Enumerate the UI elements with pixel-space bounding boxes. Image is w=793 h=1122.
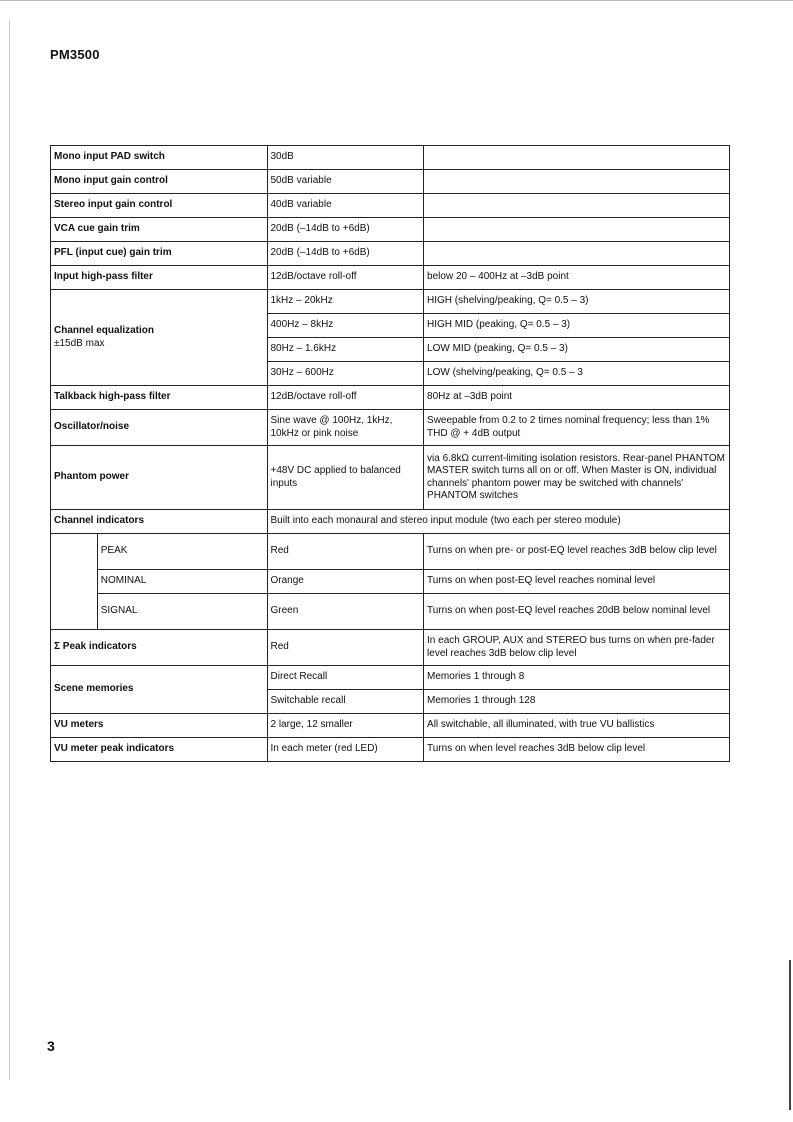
eq-band-desc: LOW (shelving/peaking, Q= 0.5 – 3 bbox=[424, 362, 730, 386]
indicator-desc: Turns on when pre- or post-EQ level reaches 3dB below clip level bbox=[424, 534, 730, 570]
table-row bbox=[51, 666, 730, 690]
indicator-label: SIGNAL bbox=[97, 594, 267, 630]
spec-value: 40dB variable bbox=[267, 194, 424, 218]
indicator-color: Red bbox=[267, 534, 424, 570]
spec-value: 12dB/octave roll-off bbox=[267, 386, 424, 410]
spec-value: Red bbox=[267, 630, 424, 666]
table-row bbox=[51, 510, 730, 534]
eq-band-range: 400Hz – 8kHz bbox=[267, 314, 424, 338]
table-row bbox=[51, 534, 730, 570]
eq-name-cell bbox=[51, 290, 268, 386]
specifications-table bbox=[50, 145, 730, 762]
scene-type: Direct Recall bbox=[267, 666, 424, 690]
table-row bbox=[51, 194, 730, 218]
eq-band-range: 30Hz – 600Hz bbox=[267, 362, 424, 386]
table-row bbox=[51, 446, 730, 510]
page-edge-top bbox=[0, 0, 793, 1]
spec-name: Σ Peak indicators bbox=[51, 630, 268, 666]
spec-value: 30dB bbox=[267, 146, 424, 170]
spec-value: 12dB/octave roll-off bbox=[267, 266, 424, 290]
page-edge-left bbox=[9, 20, 10, 1080]
spec-note: In each GROUP, AUX and STEREO bus turns on when pre-fader level reaches 3dB below clip level bbox=[424, 630, 730, 666]
scene-desc: Memories 1 through 8 bbox=[424, 666, 730, 690]
table-row bbox=[51, 738, 730, 762]
table-row bbox=[51, 146, 730, 170]
spec-note: Sweepable from 0.2 to 2 times nominal frequency; less than 1% THD @ + 4dB output bbox=[424, 410, 730, 446]
page-edge-right bbox=[789, 960, 791, 1110]
spec-name: Input high-pass filter bbox=[51, 266, 268, 290]
spec-value: +48V DC applied to balanced inputs bbox=[267, 446, 424, 510]
table-row bbox=[51, 266, 730, 290]
spec-note bbox=[424, 170, 730, 194]
spec-note: below 20 – 400Hz at –3dB point bbox=[424, 266, 730, 290]
eq-band-desc: LOW MID (peaking, Q= 0.5 – 3) bbox=[424, 338, 730, 362]
spec-note bbox=[424, 242, 730, 266]
spec-note: All switchable, all illuminated, with true VU ballistics bbox=[424, 714, 730, 738]
spec-value: Sine wave @ 100Hz, 1kHz, 10kHz or pink noise bbox=[267, 410, 424, 446]
spec-value: In each meter (red LED) bbox=[267, 738, 424, 762]
spec-name: Talkback high-pass filter bbox=[51, 386, 268, 410]
spec-name: VU meter peak indicators bbox=[51, 738, 268, 762]
indicator-label: PEAK bbox=[97, 534, 267, 570]
spec-value: Built into each monaural and stereo input module (two each per stereo module) bbox=[267, 510, 730, 534]
spec-name: Phantom power bbox=[51, 446, 268, 510]
spec-value: 50dB variable bbox=[267, 170, 424, 194]
eq-band-range: 80Hz – 1.6kHz bbox=[267, 338, 424, 362]
table-row bbox=[51, 714, 730, 738]
spec-name: VU meters bbox=[51, 714, 268, 738]
spec-note bbox=[424, 218, 730, 242]
table-row bbox=[51, 630, 730, 666]
spec-name-subtitle: ±15dB max bbox=[54, 337, 105, 349]
scene-type: Switchable recall bbox=[267, 690, 424, 714]
spec-note: Turns on when level reaches 3dB below clip level bbox=[424, 738, 730, 762]
indicator-color: Orange bbox=[267, 570, 424, 594]
spec-name: Oscillator/noise bbox=[51, 410, 268, 446]
table-row bbox=[51, 594, 730, 630]
spec-value: 20dB (–14dB to +6dB) bbox=[267, 218, 424, 242]
spec-name: Stereo input gain control bbox=[51, 194, 268, 218]
spec-name: Mono input gain control bbox=[51, 170, 268, 194]
indicator-color: Green bbox=[267, 594, 424, 630]
eq-band-desc: HIGH (shelving/peaking, Q= 0.5 – 3) bbox=[424, 290, 730, 314]
spec-value: 2 large, 12 smaller bbox=[267, 714, 424, 738]
table-row bbox=[51, 242, 730, 266]
spec-name: Scene memories bbox=[51, 666, 268, 714]
spec-name: Channel equalization bbox=[54, 325, 155, 336]
indicator-desc: Turns on when post-EQ level reaches nominal level bbox=[424, 570, 730, 594]
scene-desc: Memories 1 through 128 bbox=[424, 690, 730, 714]
page-number: 3 bbox=[47, 1038, 55, 1054]
spec-value: 20dB (–14dB to +6dB) bbox=[267, 242, 424, 266]
eq-band-range: 1kHz – 20kHz bbox=[267, 290, 424, 314]
spec-note bbox=[424, 194, 730, 218]
spec-note: 80Hz at –3dB point bbox=[424, 386, 730, 410]
spec-note bbox=[424, 146, 730, 170]
spec-name: Channel indicators bbox=[51, 510, 268, 534]
table-row bbox=[51, 218, 730, 242]
table-row bbox=[51, 386, 730, 410]
spec-name: Mono input PAD switch bbox=[51, 146, 268, 170]
indicator-label: NOMINAL bbox=[97, 570, 267, 594]
eq-band-desc: HIGH MID (peaking, Q= 0.5 – 3) bbox=[424, 314, 730, 338]
spec-note: via 6.8kΩ current-limiting isolation resistors. Rear-panel PHANTOM MASTER switch turns all on or off. When Master is ON, individual channels' phantom power may be switched with channels' PHANTOM switches bbox=[424, 446, 730, 510]
spec-name: VCA cue gain trim bbox=[51, 218, 268, 242]
table-row bbox=[51, 170, 730, 194]
indent-spacer bbox=[51, 534, 98, 630]
spec-name: PFL (input cue) gain trim bbox=[51, 242, 268, 266]
table-row bbox=[51, 410, 730, 446]
page-title: PM3500 bbox=[50, 47, 100, 62]
indicator-desc: Turns on when post-EQ level reaches 20dB below nominal level bbox=[424, 594, 730, 630]
table-row bbox=[51, 290, 730, 314]
table-row bbox=[51, 570, 730, 594]
